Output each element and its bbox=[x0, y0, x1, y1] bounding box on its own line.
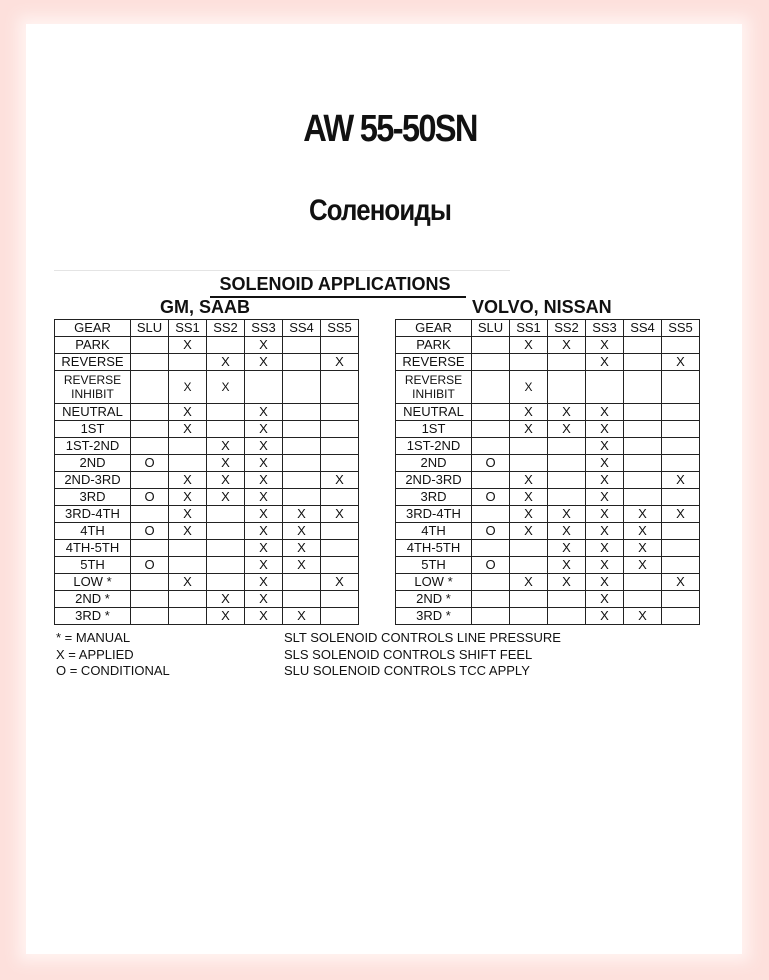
solenoid-cell bbox=[207, 523, 245, 540]
solenoid-cell bbox=[283, 354, 321, 371]
solenoid-cell bbox=[624, 337, 662, 354]
solenoid-cell: X bbox=[510, 523, 548, 540]
solenoid-cell bbox=[283, 489, 321, 506]
column-header: SLU bbox=[472, 320, 510, 337]
solenoid-cell bbox=[207, 337, 245, 354]
solenoid-cell: X bbox=[510, 574, 548, 591]
gear-cell: PARK bbox=[396, 337, 472, 354]
gear-cell: PARK bbox=[55, 337, 131, 354]
solenoid-cell: X bbox=[586, 337, 624, 354]
solenoid-cell bbox=[283, 404, 321, 421]
solenoid-cell bbox=[510, 591, 548, 608]
solenoid-cell: X bbox=[624, 540, 662, 557]
solenoid-cell: X bbox=[283, 608, 321, 625]
legend-symbols bbox=[56, 630, 170, 680]
solenoid-cell bbox=[624, 489, 662, 506]
solenoid-cell: X bbox=[510, 489, 548, 506]
solenoid-cell bbox=[245, 371, 283, 404]
table-row bbox=[396, 371, 700, 404]
legend-item: * = MANUAL bbox=[56, 630, 131, 645]
gear-cell: 5TH bbox=[396, 557, 472, 574]
solenoid-cell: X bbox=[586, 608, 624, 625]
column-header: SS5 bbox=[321, 320, 359, 337]
solenoid-cell bbox=[624, 438, 662, 455]
column-header: SLU bbox=[131, 320, 169, 337]
solenoid-cell bbox=[662, 455, 700, 472]
solenoid-cell bbox=[662, 540, 700, 557]
table-row bbox=[396, 523, 700, 540]
solenoid-cell: X bbox=[207, 455, 245, 472]
solenoid-cell bbox=[169, 608, 207, 625]
solenoid-cell: X bbox=[321, 506, 359, 523]
solenoid-cell bbox=[472, 591, 510, 608]
solenoid-cell: X bbox=[207, 591, 245, 608]
solenoid-cell: X bbox=[586, 421, 624, 438]
solenoid-cell: O bbox=[472, 523, 510, 540]
gear-cell: 4TH bbox=[55, 523, 131, 540]
solenoid-cell: X bbox=[245, 354, 283, 371]
solenoid-cell: X bbox=[321, 354, 359, 371]
gear-cell: 1ST bbox=[396, 421, 472, 438]
table-row bbox=[55, 354, 359, 371]
solenoid-cell: X bbox=[548, 421, 586, 438]
solenoid-cell: X bbox=[207, 438, 245, 455]
solenoid-cell: X bbox=[586, 472, 624, 489]
solenoid-cell bbox=[624, 455, 662, 472]
legend-note: SLS SOLENOID CONTROLS SHIFT FEEL bbox=[284, 646, 533, 662]
solenoid-cell: X bbox=[283, 557, 321, 574]
solenoid-cell: X bbox=[586, 591, 624, 608]
solenoid-cell: X bbox=[548, 337, 586, 354]
solenoid-cell bbox=[321, 557, 359, 574]
solenoid-cell bbox=[548, 472, 586, 489]
solenoid-cell bbox=[662, 404, 700, 421]
solenoid-cell bbox=[207, 540, 245, 557]
solenoid-cell bbox=[472, 540, 510, 557]
page-subtitle: Соленоиды bbox=[308, 194, 452, 227]
solenoid-cell: X bbox=[586, 506, 624, 523]
solenoid-cell: X bbox=[586, 574, 624, 591]
solenoid-cell bbox=[472, 404, 510, 421]
column-header: SS3 bbox=[586, 320, 624, 337]
gear-cell: REVERSE bbox=[55, 354, 131, 371]
column-header: SS4 bbox=[624, 320, 662, 337]
column-header: GEAR bbox=[396, 320, 472, 337]
solenoid-cell: X bbox=[321, 574, 359, 591]
solenoid-cell: X bbox=[586, 354, 624, 371]
column-header: SS2 bbox=[548, 320, 586, 337]
gear-cell: 3RD bbox=[396, 489, 472, 506]
solenoid-cell bbox=[283, 438, 321, 455]
table-row bbox=[396, 354, 700, 371]
solenoid-cell bbox=[283, 371, 321, 404]
solenoid-cell bbox=[131, 438, 169, 455]
table-row bbox=[396, 455, 700, 472]
gear-cell: 2ND bbox=[55, 455, 131, 472]
table-header-row bbox=[55, 320, 359, 337]
solenoid-cell bbox=[548, 608, 586, 625]
gear-cell: 1ST-2ND bbox=[396, 438, 472, 455]
solenoid-cell bbox=[472, 371, 510, 404]
legend-item: X = APPLIED bbox=[56, 646, 134, 662]
table-row bbox=[55, 608, 359, 625]
solenoid-cell bbox=[548, 438, 586, 455]
gear-cell: 3RD bbox=[55, 489, 131, 506]
table-row bbox=[55, 523, 359, 540]
legend-note: SLU SOLENOID CONTROLS TCC APPLY bbox=[284, 663, 530, 678]
solenoid-cell: X bbox=[245, 337, 283, 354]
table-row bbox=[55, 540, 359, 557]
solenoid-cell bbox=[169, 540, 207, 557]
gear-cell: 3RD * bbox=[55, 608, 131, 625]
solenoid-cell: X bbox=[624, 557, 662, 574]
gear-cell: 3RD * bbox=[396, 608, 472, 625]
table-row bbox=[55, 506, 359, 523]
solenoid-cell: X bbox=[548, 404, 586, 421]
gear-cell: NEUTRAL bbox=[55, 404, 131, 421]
column-header: SS4 bbox=[283, 320, 321, 337]
solenoid-cell: X bbox=[510, 371, 548, 404]
table-row bbox=[396, 557, 700, 574]
solenoid-cell bbox=[510, 455, 548, 472]
solenoid-cell: X bbox=[662, 354, 700, 371]
solenoid-cell bbox=[283, 337, 321, 354]
solenoid-heading: SOLENOID APPLICATIONS bbox=[219, 274, 451, 294]
solenoid-cell: X bbox=[586, 455, 624, 472]
solenoid-cell: X bbox=[245, 421, 283, 438]
solenoid-cell bbox=[131, 540, 169, 557]
solenoid-cell: X bbox=[245, 438, 283, 455]
gear-cell: 4TH-5TH bbox=[396, 540, 472, 557]
solenoid-cell bbox=[662, 371, 700, 404]
solenoid-cell: X bbox=[245, 489, 283, 506]
solenoid-cell bbox=[321, 421, 359, 438]
solenoid-cell: X bbox=[586, 404, 624, 421]
solenoid-cell bbox=[131, 506, 169, 523]
solenoid-cell: X bbox=[283, 523, 321, 540]
solenoid-cell: X bbox=[245, 574, 283, 591]
solenoid-cell: X bbox=[662, 574, 700, 591]
legend-note: SLT SOLENOID CONTROLS LINE PRESSURE bbox=[284, 630, 561, 645]
solenoid-cell: O bbox=[472, 557, 510, 574]
solenoid-cell: X bbox=[245, 523, 283, 540]
gear-cell: LOW * bbox=[396, 574, 472, 591]
solenoid-cell bbox=[321, 371, 359, 404]
solenoid-cell: X bbox=[245, 472, 283, 489]
legend-item: O = CONDITIONAL bbox=[56, 663, 170, 678]
table-header-row bbox=[396, 320, 700, 337]
table-row bbox=[396, 489, 700, 506]
table-row bbox=[55, 489, 359, 506]
solenoid-cell bbox=[321, 608, 359, 625]
solenoid-cell bbox=[624, 354, 662, 371]
solenoid-cell bbox=[131, 404, 169, 421]
solenoid-cell bbox=[662, 438, 700, 455]
solenoid-cell: X bbox=[586, 438, 624, 455]
solenoid-cell bbox=[662, 591, 700, 608]
solenoid-cell: X bbox=[169, 371, 207, 404]
table-row bbox=[55, 472, 359, 489]
solenoid-cell: X bbox=[624, 608, 662, 625]
solenoid-cell bbox=[472, 506, 510, 523]
gear-cell: 1ST-2ND bbox=[55, 438, 131, 455]
table-row bbox=[55, 404, 359, 421]
column-header: SS1 bbox=[510, 320, 548, 337]
solenoid-cell bbox=[321, 523, 359, 540]
solenoid-cell: X bbox=[624, 523, 662, 540]
solenoid-cell bbox=[131, 472, 169, 489]
solenoid-cell: X bbox=[169, 506, 207, 523]
table-row bbox=[396, 421, 700, 438]
solenoid-cell: X bbox=[245, 557, 283, 574]
solenoid-cell: X bbox=[548, 574, 586, 591]
table-row bbox=[55, 574, 359, 591]
solenoid-cell: O bbox=[131, 557, 169, 574]
gear-cell: 3RD-4TH bbox=[396, 506, 472, 523]
table-row bbox=[396, 540, 700, 557]
solenoid-cell: X bbox=[548, 523, 586, 540]
solenoid-cell bbox=[207, 574, 245, 591]
gear-cell: REVERSE INHIBIT bbox=[396, 371, 472, 404]
column-header: SS3 bbox=[245, 320, 283, 337]
solenoid-cell bbox=[321, 540, 359, 557]
solenoid-cell bbox=[510, 354, 548, 371]
solenoid-cell: X bbox=[207, 608, 245, 625]
gear-cell: 4TH bbox=[396, 523, 472, 540]
solenoid-cell bbox=[624, 574, 662, 591]
solenoid-cell: X bbox=[510, 506, 548, 523]
table-row bbox=[396, 608, 700, 625]
solenoid-cell: X bbox=[662, 472, 700, 489]
solenoid-cell bbox=[472, 421, 510, 438]
solenoid-cell: X bbox=[245, 608, 283, 625]
solenoid-cell bbox=[662, 608, 700, 625]
solenoid-cell: O bbox=[131, 489, 169, 506]
solenoid-cell bbox=[321, 337, 359, 354]
solenoid-table-volvo-nissan bbox=[395, 319, 700, 625]
solenoid-cell: X bbox=[207, 489, 245, 506]
solenoid-cell bbox=[321, 489, 359, 506]
solenoid-cell bbox=[321, 438, 359, 455]
solenoid-cell bbox=[207, 557, 245, 574]
solenoid-cell: X bbox=[283, 506, 321, 523]
column-header: SS5 bbox=[662, 320, 700, 337]
solenoid-cell bbox=[169, 354, 207, 371]
solenoid-cell bbox=[472, 608, 510, 625]
gear-cell: 2ND * bbox=[55, 591, 131, 608]
gear-cell: 2ND * bbox=[396, 591, 472, 608]
solenoid-cell bbox=[321, 404, 359, 421]
solenoid-cell bbox=[169, 455, 207, 472]
gear-cell: 3RD-4TH bbox=[55, 506, 131, 523]
solenoid-cell bbox=[624, 404, 662, 421]
solenoid-cell: X bbox=[510, 472, 548, 489]
solenoid-cell bbox=[472, 438, 510, 455]
solenoid-cell bbox=[510, 608, 548, 625]
solenoid-cell bbox=[283, 574, 321, 591]
table-row bbox=[55, 557, 359, 574]
solenoid-cell: X bbox=[624, 506, 662, 523]
table-row bbox=[55, 438, 359, 455]
solenoid-cell bbox=[510, 438, 548, 455]
table-row bbox=[396, 337, 700, 354]
solenoid-cell bbox=[472, 337, 510, 354]
solenoid-cell: X bbox=[169, 574, 207, 591]
solenoid-cell bbox=[131, 354, 169, 371]
solenoid-cell: X bbox=[283, 540, 321, 557]
solenoid-cell: O bbox=[131, 455, 169, 472]
table-row bbox=[396, 472, 700, 489]
solenoid-cell: X bbox=[169, 489, 207, 506]
solenoid-cell: X bbox=[321, 472, 359, 489]
solenoid-cell bbox=[624, 371, 662, 404]
solenoid-cell bbox=[321, 591, 359, 608]
table-row bbox=[396, 591, 700, 608]
solenoid-cell: X bbox=[548, 557, 586, 574]
solenoid-cell bbox=[131, 371, 169, 404]
solenoid-cell bbox=[283, 472, 321, 489]
solenoid-cell bbox=[510, 557, 548, 574]
solenoid-cell bbox=[131, 591, 169, 608]
solenoid-cell: O bbox=[131, 523, 169, 540]
solenoid-cell bbox=[662, 337, 700, 354]
solenoid-cell bbox=[169, 591, 207, 608]
table-row bbox=[55, 591, 359, 608]
gear-cell: LOW * bbox=[55, 574, 131, 591]
solenoid-cell: X bbox=[245, 540, 283, 557]
solenoid-cell bbox=[548, 591, 586, 608]
solenoid-cell: X bbox=[586, 557, 624, 574]
solenoid-cell bbox=[472, 354, 510, 371]
solenoid-cell bbox=[131, 608, 169, 625]
gear-cell: REVERSE INHIBIT bbox=[55, 371, 131, 404]
left-group-title: GM, SAAB bbox=[160, 297, 250, 317]
solenoid-cell bbox=[662, 421, 700, 438]
solenoid-cell: X bbox=[510, 404, 548, 421]
gear-cell: 2ND bbox=[396, 455, 472, 472]
solenoid-cell bbox=[131, 574, 169, 591]
gear-cell: 2ND-3RD bbox=[55, 472, 131, 489]
solenoid-cell: X bbox=[207, 354, 245, 371]
solenoid-cell: X bbox=[245, 455, 283, 472]
gear-cell: 5TH bbox=[55, 557, 131, 574]
solenoid-cell: X bbox=[169, 523, 207, 540]
solenoid-cell bbox=[624, 421, 662, 438]
solenoid-cell bbox=[510, 540, 548, 557]
solenoid-cell bbox=[662, 489, 700, 506]
solenoid-cell: X bbox=[548, 540, 586, 557]
solenoid-cell: X bbox=[548, 506, 586, 523]
solenoid-cell: X bbox=[662, 506, 700, 523]
solenoid-cell bbox=[662, 523, 700, 540]
table-row bbox=[396, 506, 700, 523]
column-header: SS1 bbox=[169, 320, 207, 337]
gear-cell: 4TH-5TH bbox=[55, 540, 131, 557]
solenoid-cell: X bbox=[169, 472, 207, 489]
table-row bbox=[55, 421, 359, 438]
solenoid-cell: X bbox=[586, 489, 624, 506]
solenoid-table-gm-saab bbox=[54, 319, 359, 625]
table-row bbox=[396, 438, 700, 455]
solenoid-cell: X bbox=[586, 540, 624, 557]
solenoid-cell bbox=[131, 337, 169, 354]
solenoid-cell: X bbox=[245, 506, 283, 523]
gear-cell: 1ST bbox=[55, 421, 131, 438]
solenoid-cell bbox=[207, 421, 245, 438]
solenoid-cell bbox=[472, 574, 510, 591]
page-title: AW 55-50SN bbox=[303, 108, 477, 150]
right-group-title: VOLVO, NISSAN bbox=[472, 297, 612, 317]
solenoid-cell: X bbox=[207, 472, 245, 489]
solenoid-cell: O bbox=[472, 489, 510, 506]
solenoid-cell bbox=[169, 438, 207, 455]
solenoid-cell bbox=[586, 371, 624, 404]
solenoid-cell bbox=[662, 557, 700, 574]
solenoid-cell bbox=[548, 455, 586, 472]
table-row bbox=[396, 574, 700, 591]
column-header: GEAR bbox=[55, 320, 131, 337]
solenoid-cell: X bbox=[207, 371, 245, 404]
solenoid-cell bbox=[283, 455, 321, 472]
solenoid-cell bbox=[624, 472, 662, 489]
solenoid-cell: X bbox=[510, 421, 548, 438]
solenoid-cell bbox=[321, 455, 359, 472]
solenoid-cell: X bbox=[510, 337, 548, 354]
solenoid-cell bbox=[548, 354, 586, 371]
solenoid-cell bbox=[472, 472, 510, 489]
solenoid-cell bbox=[548, 489, 586, 506]
solenoid-cell bbox=[283, 591, 321, 608]
gear-cell: 2ND-3RD bbox=[396, 472, 472, 489]
table-row bbox=[396, 404, 700, 421]
table-row bbox=[55, 337, 359, 354]
solenoid-cell bbox=[207, 404, 245, 421]
solenoid-cell: X bbox=[245, 404, 283, 421]
solenoid-cell: X bbox=[169, 337, 207, 354]
solenoid-cell bbox=[169, 557, 207, 574]
solenoid-cell: O bbox=[472, 455, 510, 472]
gear-cell: NEUTRAL bbox=[396, 404, 472, 421]
solenoid-cell bbox=[624, 591, 662, 608]
solenoid-cell bbox=[207, 506, 245, 523]
table-row bbox=[55, 455, 359, 472]
solenoid-cell: X bbox=[586, 523, 624, 540]
solenoid-cell bbox=[548, 371, 586, 404]
solenoid-cell: X bbox=[169, 421, 207, 438]
column-header: SS2 bbox=[207, 320, 245, 337]
solenoid-cell bbox=[131, 421, 169, 438]
legend-notes bbox=[284, 630, 561, 680]
solenoid-cell: X bbox=[169, 404, 207, 421]
divider bbox=[54, 270, 510, 271]
solenoid-cell bbox=[283, 421, 321, 438]
solenoid-cell: X bbox=[245, 591, 283, 608]
table-row bbox=[55, 371, 359, 404]
gear-cell: REVERSE bbox=[396, 354, 472, 371]
